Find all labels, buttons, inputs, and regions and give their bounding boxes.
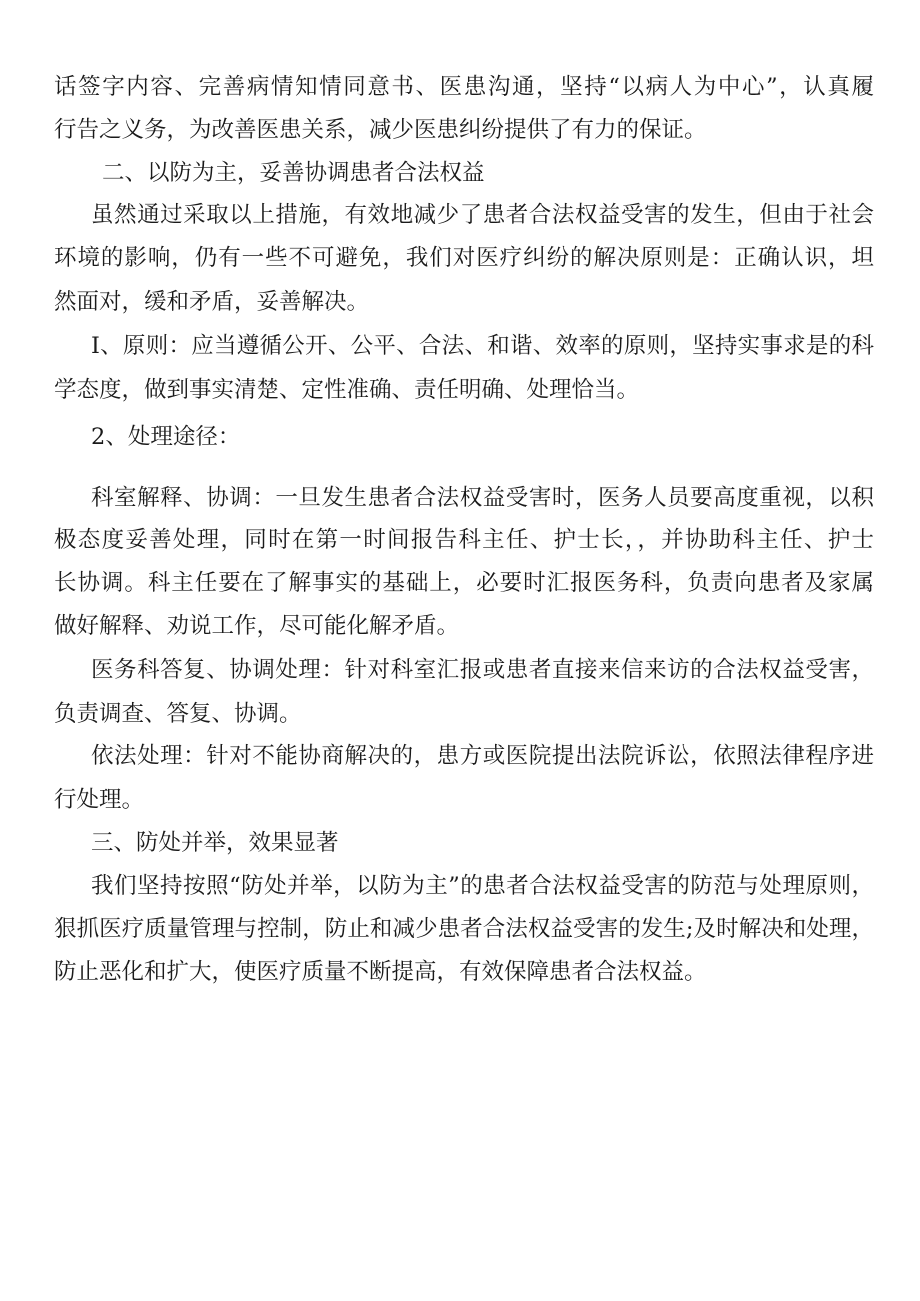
paragraph-line: 然面对，缓和矛盾，妥善解决。 xyxy=(54,289,370,315)
paragraph-line: 行处理。 xyxy=(54,787,145,813)
paragraph-line: 医务科答复、协调处理：针对科室汇报或患者直接来信来访的合法权益受害， xyxy=(91,657,874,683)
paragraph-line: 行告之义务，为改善医患关系，减少医患纠纷提供了有力的保证。 xyxy=(54,117,707,143)
subsection-heading: 2、处理途径： xyxy=(91,424,241,450)
paragraph-line: 防止恶化和扩大，使医疗质量不断提高，有效保障患者合法权益。 xyxy=(54,959,707,985)
paragraph-line: 极态度妥善处理，同时在第一时间报告科主任、护士长，，并协助科主任、护士 xyxy=(54,527,874,553)
paragraph-line: 负责调查、答复、协调。 xyxy=(54,701,302,727)
paragraph-line: 我们坚持按照“防处并举，以防为主”的患者合法权益受害的防范与处理原则， xyxy=(91,873,874,899)
paragraph-line: 长协调。科主任要在了解事实的基础上，必要时汇报医务科，负责向患者及家属 xyxy=(54,570,874,596)
section-heading: 三、防处并举，效果显著 xyxy=(91,830,339,856)
paragraph-line: 虽然通过采取以上措施，有效地减少了患者合法权益受害的发生，但由于社会 xyxy=(91,202,874,228)
section-heading: 二、以防为主，妥善协调患者合法权益 xyxy=(102,160,485,186)
paragraph-line: 依法处理：针对不能协商解决的，患方或医院提出法院诉讼，依照法律程序进 xyxy=(91,743,874,769)
paragraph-line: 科室解释、协调：一旦发生患者合法权益受害时，医务人员要高度重视，以积 xyxy=(91,485,874,511)
paragraph-line: 狠抓医疗质量管理与控制，防止和减少患者合法权益受害的发生;及时解决和处理， xyxy=(54,916,874,942)
paragraph-line: 环境的影响，仍有一些不可避免，我们对医疗纠纷的解决原则是：正确认识，坦 xyxy=(54,245,874,271)
paragraph-line: 学态度，做到事实清楚、定性准确、责任明确、处理恰当。 xyxy=(54,377,640,403)
paragraph-line: 做好解释、劝说工作，尽可能化解矛盾。 xyxy=(54,613,460,639)
paragraph-line: 话签字内容、完善病情知情同意书、医患沟通，坚持“以病人为中心”，认真履 xyxy=(54,74,874,100)
paragraph-line: I、原则：应当遵循公开、公平、合法、和谐、效率的原则，坚持实事求是的科 xyxy=(91,333,874,359)
